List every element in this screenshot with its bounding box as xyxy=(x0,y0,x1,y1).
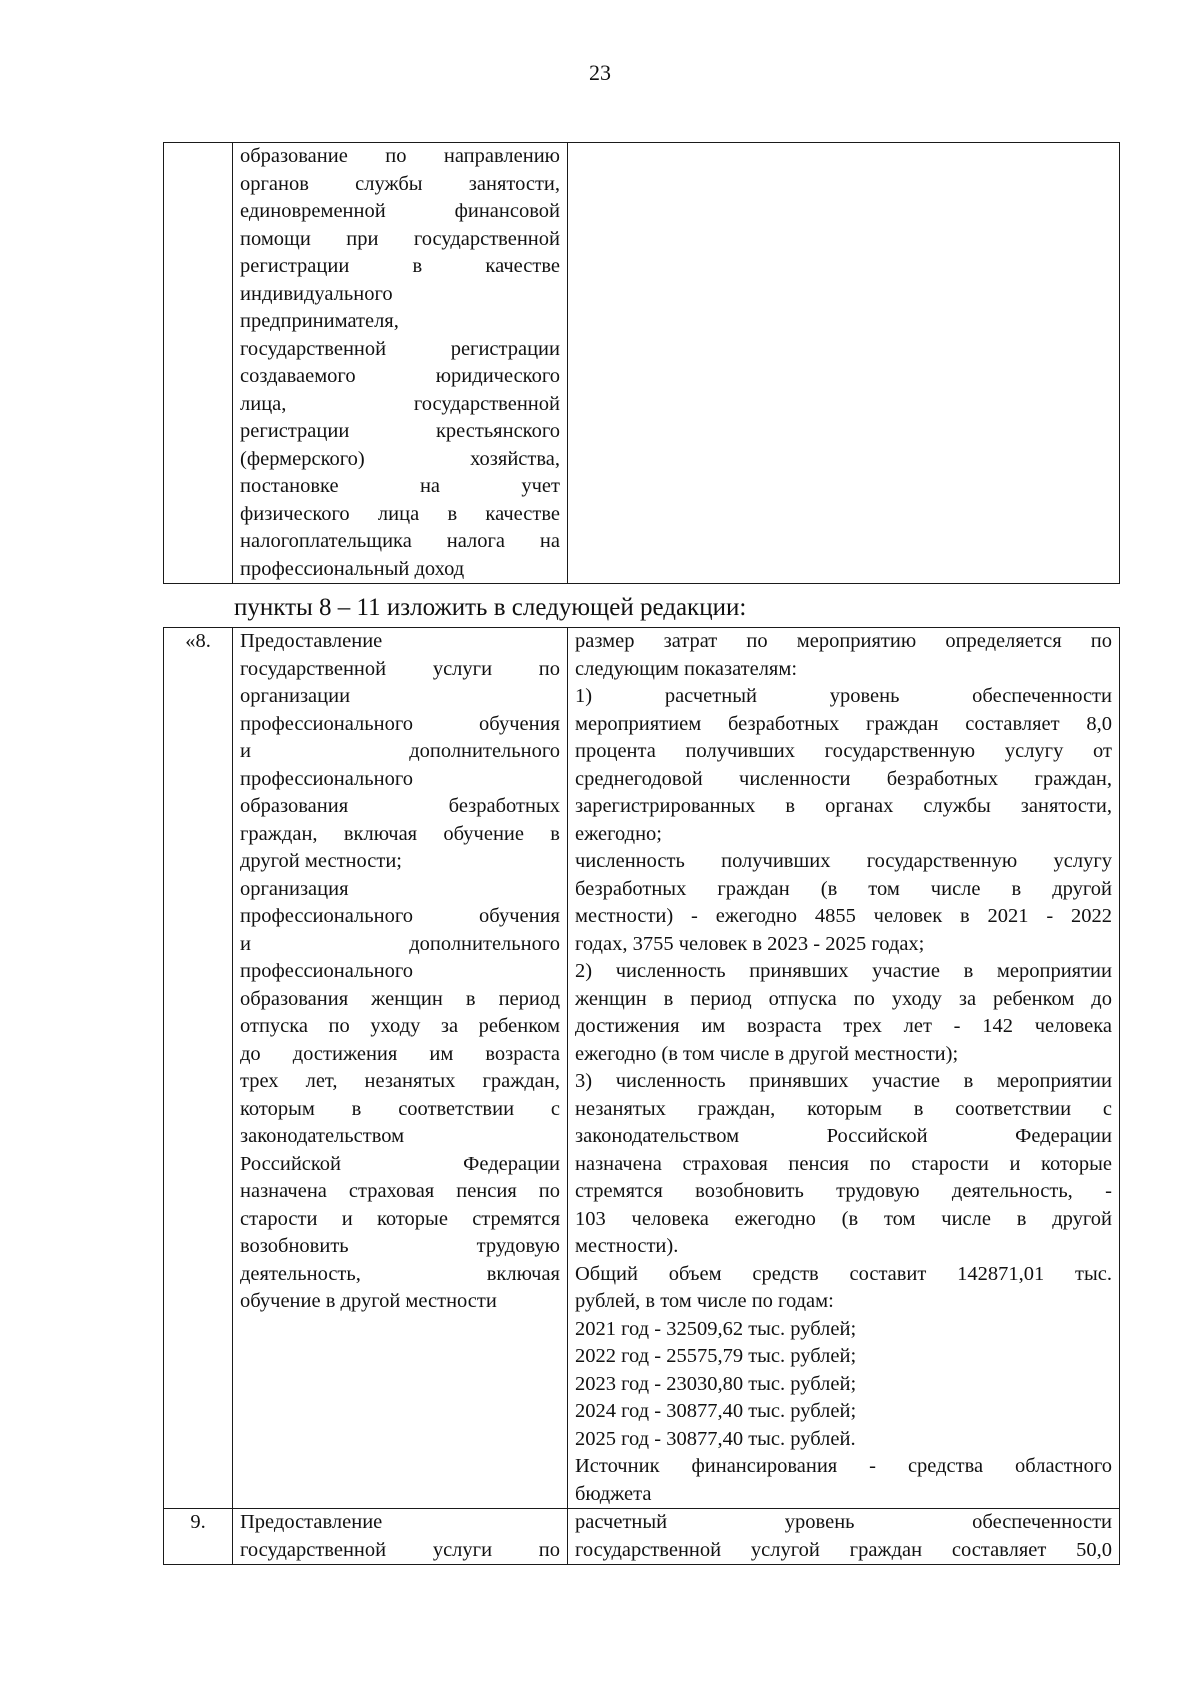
text-line: физического лица в качестве xyxy=(240,502,560,525)
row-number-cell: «8. xyxy=(164,628,233,1509)
text-line: рублей, в том числе по годам: xyxy=(575,1290,834,1312)
text-line: государственной регистрации xyxy=(240,337,560,360)
text-line: граждан, включая обучение в xyxy=(240,822,560,845)
text-line: и дополнительного xyxy=(240,932,560,955)
text-line: назначена страховая пенсия по старости и которые xyxy=(575,1152,1112,1175)
text-line: регистрации крестьянского xyxy=(240,420,560,442)
table-amended-items xyxy=(163,627,1120,1565)
text-line: трех лет, незанятых граждан, xyxy=(240,1070,560,1092)
page-number: 23 xyxy=(589,60,611,85)
text-line: местности). xyxy=(575,1235,679,1257)
text-line: 2) численность принявших участие в мероприятии xyxy=(575,960,1112,982)
text-line: обучение в другой местности xyxy=(240,1290,497,1312)
text-line: 2022 год - 25575,79 тыс. рублей; xyxy=(575,1345,857,1367)
text-line: ежегодно; xyxy=(575,822,662,845)
text-line: назначена страховая пенсия по xyxy=(240,1180,560,1202)
text-line: регистрации в качестве xyxy=(240,255,560,277)
text-line: годах, 3755 человек в 2023 - 2025 годах; xyxy=(575,932,925,955)
text-line: профессионального обучения xyxy=(240,712,560,735)
row-number-cell: 9. xyxy=(164,1509,233,1565)
text-line: организации xyxy=(240,685,351,707)
text-line: постановке на учет xyxy=(240,475,560,497)
text-line: профессиональный доход xyxy=(240,557,465,580)
text-line: лица, государственной xyxy=(240,392,560,415)
text-line: образования безработных xyxy=(240,795,560,817)
text-line: женщин в период отпуска по уходу за ребенком до xyxy=(575,987,1112,1010)
text-line: законодательством Российской Федерации xyxy=(575,1125,1112,1147)
text-line: 1) расчетный уровень обеспеченности xyxy=(575,685,1112,707)
text-line: стремятся возобновить трудовую деятельность, - xyxy=(575,1180,1112,1202)
text-line: достижения им возраста трех лет - 142 человека xyxy=(575,1015,1112,1037)
text-line: и дополнительного xyxy=(240,740,560,762)
text-line: законодательством xyxy=(240,1125,405,1147)
text-line: безработных граждан (в том числе в другой xyxy=(575,877,1112,900)
table-row xyxy=(164,143,1120,584)
text-line: Российской Федерации xyxy=(240,1152,560,1175)
text-line: образование по направлению xyxy=(240,145,560,167)
text-line: профессионального xyxy=(240,960,413,982)
amendment-instruction: пункты 8 – 11 изложить в следующей редакции: xyxy=(234,594,747,621)
table-continuation xyxy=(163,142,1120,584)
text-line: 103 человека ежегодно (в том числе в другой xyxy=(575,1207,1112,1230)
text-line: бюджета xyxy=(575,1482,652,1505)
text-line: мероприятием безработных граждан составляет 8,0 xyxy=(575,712,1112,735)
text-line: деятельность, включая xyxy=(240,1262,560,1285)
text-line: (фермерского) хозяйства, xyxy=(240,447,560,470)
text-line: зарегистрированных в органах службы занятости, xyxy=(575,795,1112,817)
text-line: 2021 год - 32509,62 тыс. рублей; xyxy=(575,1317,857,1340)
text-line: Предоставление xyxy=(240,1511,383,1533)
table-row xyxy=(164,1509,1120,1565)
text-line: до достижения им возраста xyxy=(240,1042,560,1065)
text-line: 2025 год - 30877,40 тыс. рублей. xyxy=(575,1427,856,1450)
text-line: государственной услуги по xyxy=(240,1538,560,1561)
text-line: Общий объем средств составит 142871,01 тыс. xyxy=(575,1262,1112,1285)
text-line: образования женщин в период xyxy=(240,987,560,1010)
description-cell xyxy=(568,1509,1120,1565)
text-line: среднегодовой численности безработных граждан, xyxy=(575,767,1112,790)
text-line: государственной услуги по xyxy=(240,657,560,680)
text-line: профессионального xyxy=(240,767,413,790)
text-line: 2023 год - 23030,80 тыс. рублей; xyxy=(575,1372,857,1395)
text-line: единовременной финансовой xyxy=(240,200,560,222)
text-line: помощи при государственной xyxy=(240,227,560,250)
description-cell xyxy=(568,143,1120,584)
activity-name-cell xyxy=(233,143,568,584)
text-line: ежегодно (в том числе в другой местности); xyxy=(575,1042,959,1065)
text-line: налогоплательщика налога на xyxy=(240,530,560,552)
text-line: профессионального обучения xyxy=(240,905,560,927)
description-cell xyxy=(568,628,1120,1509)
text-line: размер затрат по мероприятию определяется по xyxy=(575,630,1112,652)
text-line: органов службы занятости, xyxy=(240,172,560,195)
text-line: создаваемого юридического xyxy=(240,365,560,387)
text-line: другой местности; xyxy=(240,850,402,872)
text-line: численность получивших государственную услугу xyxy=(575,850,1112,872)
table-row xyxy=(164,628,1120,1509)
text-line: 2024 год - 30877,40 тыс. рублей; xyxy=(575,1400,857,1422)
text-line: возобновить трудовую xyxy=(240,1235,560,1257)
text-line: старости и которые стремятся xyxy=(240,1207,560,1230)
text-line: предпринимателя, xyxy=(240,310,399,332)
text-line: Источник финансирования - средства областного xyxy=(575,1455,1112,1477)
text-line: 3) численность принявших участие в мероприятии xyxy=(575,1070,1112,1092)
row-number-cell xyxy=(164,143,233,584)
text-line: отпуска по уходу за ребенком xyxy=(240,1015,560,1037)
text-line: расчетный уровень обеспеченности xyxy=(575,1511,1112,1533)
text-line: Предоставление xyxy=(240,630,383,652)
text-line: незанятых граждан, которым в соответствии с xyxy=(575,1097,1112,1120)
text-line: государственной услугой граждан составляет 50,0 xyxy=(575,1538,1112,1561)
text-line: процента получивших государственную услугу от xyxy=(575,740,1112,762)
text-line: индивидуального xyxy=(240,282,393,305)
text-line: следующим показателям: xyxy=(575,657,798,680)
text-line: местности) - ежегодно 4855 человек в 2021 - 2022 xyxy=(575,905,1112,927)
text-line: организация xyxy=(240,877,349,900)
text-line: которым в соответствии с xyxy=(240,1097,560,1120)
activity-name-cell xyxy=(233,628,568,1509)
activity-name-cell xyxy=(233,1509,568,1565)
